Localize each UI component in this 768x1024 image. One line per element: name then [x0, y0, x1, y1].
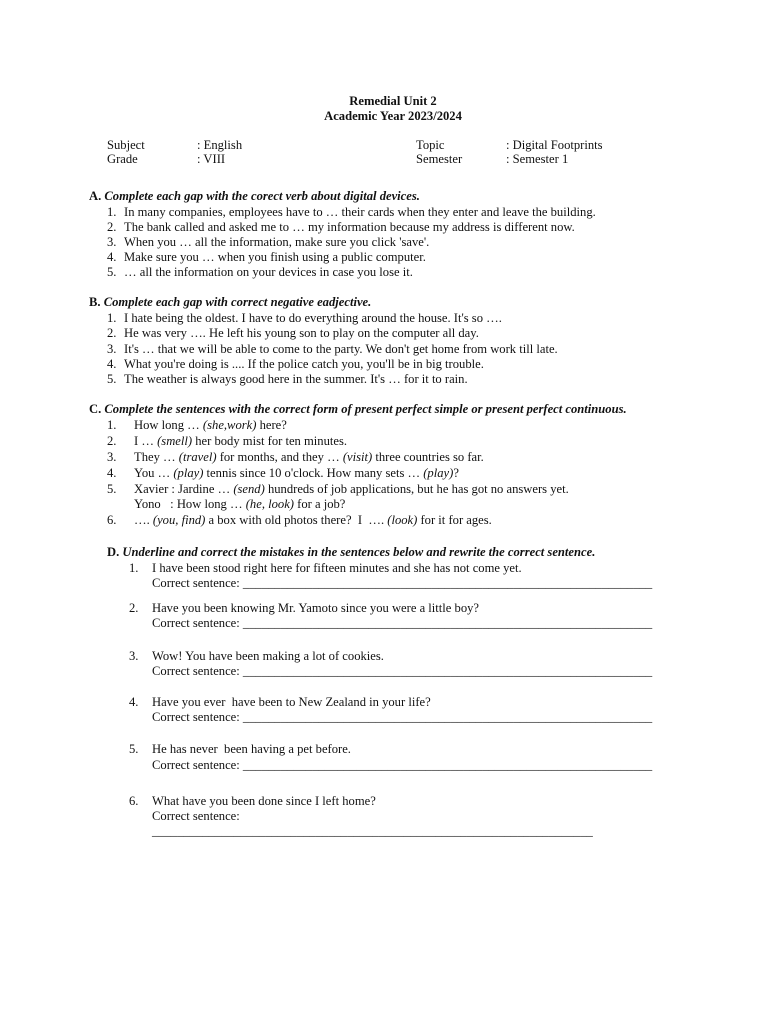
section-d-item: [129, 742, 351, 757]
section-b-item: [107, 326, 479, 341]
section-c-item: [107, 434, 347, 449]
correct-sentence-label: Correct sentence:: [152, 576, 243, 590]
item-text: What have you been done since I left home?: [152, 794, 376, 808]
verb-hint: (smell): [157, 434, 193, 448]
answer-blank[interactable]: _________________________________________________________________: [242, 616, 653, 630]
item-text: What you're doing is .... If the police catch you, you'll be in big trouble.: [124, 357, 484, 371]
item-number: 3.: [107, 450, 117, 464]
item-text: You …: [134, 466, 174, 480]
subject-label: Subject: [107, 138, 145, 152]
item-number: 5.: [129, 742, 139, 756]
section-b-item: [107, 357, 484, 372]
item-text: Have you been knowing Mr. Yamoto since you were a little boy?: [152, 601, 480, 615]
verb-hint: (he, look): [245, 497, 294, 511]
section-c-instruction: Complete the sentences with the correct form of present perfect simple or present perfect continuous.: [104, 402, 627, 416]
item-number: 2.: [129, 601, 139, 615]
section-a-heading: [89, 189, 420, 204]
section-a-item: [107, 205, 596, 220]
section-b-instruction: Complete each gap with correct negative eadjective.: [103, 295, 372, 309]
item-number: 1.: [107, 205, 117, 219]
item-text: How long …: [134, 418, 203, 432]
item-number: 4.: [129, 695, 139, 709]
item-number: 5.: [107, 482, 117, 496]
section-a-item: [107, 220, 575, 235]
correct-sentence-label: Correct sentence:: [152, 710, 243, 724]
section-d-item: [129, 649, 384, 664]
correct-sentence-label: Correct sentence:: [152, 616, 243, 630]
item-number: 6.: [129, 794, 139, 808]
section-a-letter: A.: [89, 189, 102, 203]
item-text: It's … that we will be able to come to the party. We don't get home from work till late.: [124, 342, 558, 356]
item-text: In many companies, employees have to … their cards when they enter and leave the building.: [124, 205, 596, 219]
item-text: Yono : How long …: [134, 497, 246, 511]
item-text: Wow! You have been making a lot of cookies.: [152, 649, 384, 663]
item-number: 5.: [107, 265, 117, 279]
item-text: hundreds of job applications, but he has got no answers yet.: [264, 482, 569, 496]
item-number: 1.: [107, 418, 117, 432]
section-d-item: [129, 601, 479, 616]
section-b-item: [107, 372, 468, 387]
section-b-item: [107, 311, 502, 326]
correct-sentence-line[interactable]: [152, 576, 652, 591]
section-d-letter: D.: [107, 545, 120, 559]
item-text: The bank called and asked me to … my information because my address is different now.: [124, 220, 575, 234]
section-d-item: [129, 695, 431, 710]
item-number: 6.: [107, 513, 117, 527]
correct-sentence-line[interactable]: [152, 664, 652, 679]
section-c-item: [107, 450, 484, 465]
semester-label: Semester: [416, 152, 463, 166]
section-c-item: [107, 466, 459, 481]
item-number: 4.: [107, 466, 117, 480]
topic-label: Topic: [416, 138, 445, 152]
correct-sentence-line[interactable]: [152, 710, 652, 725]
item-text: They …: [134, 450, 179, 464]
verb-hint: (she,work): [202, 418, 257, 432]
item-number: 3.: [107, 342, 117, 356]
correct-sentence-label: Correct sentence:: [152, 664, 243, 678]
item-number: 1.: [129, 561, 139, 575]
verb-hint: (send): [233, 482, 265, 496]
verb-hint: (you, find): [152, 513, 206, 527]
section-b-letter: B.: [89, 295, 101, 309]
grade-value: : VIII: [197, 152, 226, 166]
verb-hint: (play): [173, 466, 204, 480]
item-text: her body mist for ten minutes.: [192, 434, 348, 448]
grade-label: Grade: [107, 152, 138, 166]
verb-hint: (travel): [178, 450, 217, 464]
item-number: 4.: [107, 250, 117, 264]
subject-value: : English: [197, 138, 243, 152]
answer-blank[interactable]: _________________________________________________________________: [242, 664, 653, 678]
item-text: I hate being the oldest. I have to do everything around the house. It's so ….: [124, 311, 502, 325]
item-text: for months, and they …: [216, 450, 343, 464]
answer-blank[interactable]: ______________________________________________________________________: [152, 824, 593, 838]
item-text: ….: [134, 513, 153, 527]
document-title: Remedial Unit 2: [349, 94, 437, 108]
section-c-item: [107, 497, 345, 512]
section-a-item: [107, 250, 426, 265]
item-text: Xavier : Jardine …: [134, 482, 234, 496]
section-c-letter: C.: [89, 402, 102, 416]
item-number: 3.: [107, 235, 117, 249]
verb-hint: (look): [387, 513, 418, 527]
correct-sentence-line[interactable]: [152, 758, 652, 773]
item-text: a box with old photos there? I ….: [205, 513, 388, 527]
item-text: for it for ages.: [417, 513, 492, 527]
correct-sentence-label: Correct sentence:: [152, 809, 240, 823]
section-a-item: [107, 235, 429, 250]
answer-blank[interactable]: _________________________________________________________________: [242, 576, 653, 590]
item-text: I …: [134, 434, 158, 448]
verb-hint: (visit): [342, 450, 373, 464]
item-number: 2.: [107, 220, 117, 234]
section-c-item: [107, 418, 287, 433]
item-number: 2.: [107, 434, 117, 448]
item-number: 5.: [107, 372, 117, 386]
item-text: three countries so far.: [372, 450, 484, 464]
item-number: 1.: [107, 311, 117, 325]
item-text: The weather is always good here in the summer. It's … for it to rain.: [124, 372, 468, 386]
item-text: here?: [256, 418, 287, 432]
item-number: 2.: [107, 326, 117, 340]
item-text: He was very …. He left his young son to play on the computer all day.: [124, 326, 479, 340]
item-text: When you … all the information, make sure you click 'save'.: [124, 235, 430, 249]
section-a-item: [107, 265, 413, 280]
section-b-heading: [89, 295, 371, 310]
section-d-item: [129, 561, 522, 576]
section-c-item: [107, 513, 492, 528]
topic-value: : Digital Footprints: [506, 138, 603, 152]
answer-blank[interactable]: _________________________________________________________________: [242, 758, 653, 772]
item-text: I have been stood right here for fifteen minutes and she has not come yet.: [152, 561, 522, 575]
section-d-item: [129, 794, 376, 809]
semester-value: : Semester 1: [506, 152, 569, 166]
item-text: … all the information on your devices in case you lose it.: [124, 265, 413, 279]
answer-blank[interactable]: _________________________________________________________________: [242, 710, 653, 724]
section-d-heading: [107, 545, 595, 560]
item-text: He has never been having a pet before.: [152, 742, 351, 756]
item-text: tennis since 10 o'clock. How many sets …: [203, 466, 424, 480]
verb-hint: (play): [423, 466, 454, 480]
section-d-instruction: Underline and correct the mistakes in the sentences below and rewrite the correct sentence.: [122, 545, 596, 559]
correct-sentence-label: Correct sentence:: [152, 758, 243, 772]
section-b-item: [107, 342, 558, 357]
section-a-instruction: Complete each gap with the corect verb about digital devices.: [104, 189, 420, 203]
item-text: ?: [453, 466, 459, 480]
academic-year: Academic Year 2023/2024: [324, 109, 462, 123]
item-number: 4.: [107, 357, 117, 371]
item-number: 3.: [129, 649, 139, 663]
section-c-heading: [89, 402, 627, 417]
item-text: Make sure you … when you finish using a public computer.: [124, 250, 426, 264]
item-text: Have you ever have been to New Zealand in your life?: [152, 695, 431, 709]
correct-sentence-line[interactable]: [152, 616, 652, 631]
section-c-item: [107, 482, 569, 497]
item-text: for a job?: [294, 497, 346, 511]
